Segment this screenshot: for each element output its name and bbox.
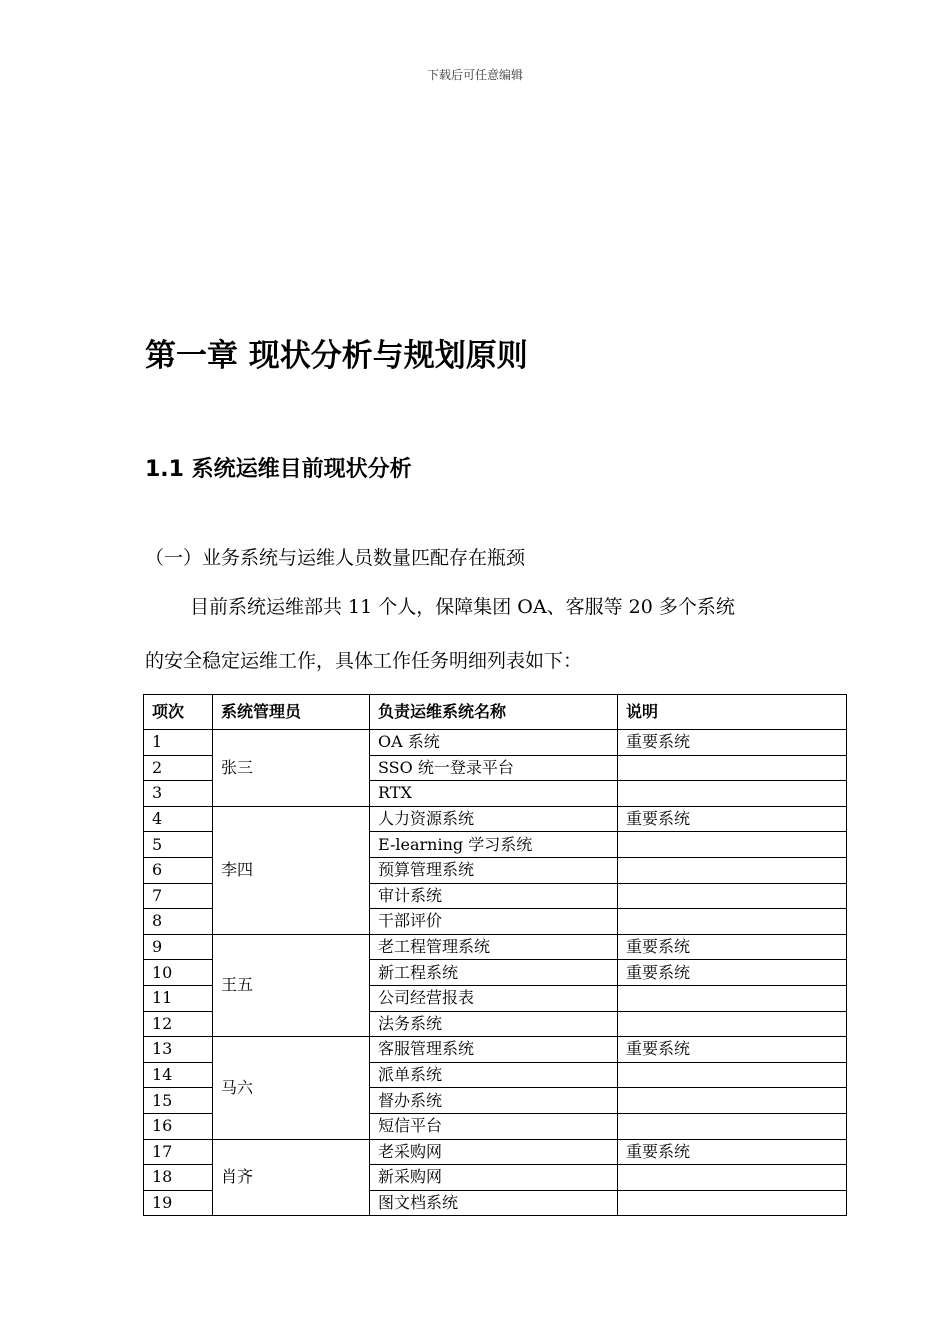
cell-note: 重要系统 [618, 1037, 847, 1063]
subsection-title: （一）业务系统与运维人员数量匹配存在瓶颈 [145, 547, 526, 569]
section-title: 1.1 系统运维目前现状分析 [145, 457, 412, 482]
cell-system-name: 图文档系统 [370, 1190, 618, 1216]
cell-item-no: 5 [144, 832, 213, 858]
cell-note [618, 985, 847, 1011]
header-cell-note: 说明 [618, 695, 847, 730]
cell-system-admin: 李四 [213, 806, 370, 934]
paragraph-line-1: 目前系统运维部共 11 个人，保障集团 OA、客服等 20 多个系统 [190, 596, 735, 618]
cell-item-no: 7 [144, 883, 213, 909]
cell-item-no: 6 [144, 857, 213, 883]
cell-system-name: RTX [370, 781, 618, 807]
cell-item-no: 16 [144, 1113, 213, 1139]
cell-item-no: 11 [144, 985, 213, 1011]
cell-note: 重要系统 [618, 1139, 847, 1165]
cell-item-no: 4 [144, 806, 213, 832]
table-row [144, 934, 847, 960]
cell-system-name: 新采购网 [370, 1165, 618, 1191]
cell-system-name: 客服管理系统 [370, 1037, 618, 1063]
cell-item-no: 14 [144, 1062, 213, 1088]
cell-note [618, 1113, 847, 1139]
cell-system-name: 审计系统 [370, 883, 618, 909]
cell-item-no: 10 [144, 960, 213, 986]
header-cell-admin: 系统管理员 [213, 695, 370, 730]
table-body [144, 730, 847, 1216]
page-header-note: 下载后可任意编辑 [426, 68, 523, 82]
cell-item-no: 17 [144, 1139, 213, 1165]
cell-item-no: 12 [144, 1011, 213, 1037]
cell-note [618, 1062, 847, 1088]
cell-system-name: 干部评价 [370, 909, 618, 935]
cell-system-name: E-learning 学习系统 [370, 832, 618, 858]
cell-note [618, 1165, 847, 1191]
cell-item-no: 8 [144, 909, 213, 935]
cell-system-admin: 张三 [213, 730, 370, 807]
header-cell-system: 负责运维系统名称 [370, 695, 618, 730]
table-row [144, 1139, 847, 1165]
cell-note [618, 781, 847, 807]
paragraph-line-2: 的安全稳定运维工作，具体工作任务明细列表如下： [145, 650, 583, 672]
cell-item-no: 9 [144, 934, 213, 960]
cell-system-name: OA 系统 [370, 730, 618, 756]
cell-system-name: SSO 统一登录平台 [370, 755, 618, 781]
cell-note [618, 832, 847, 858]
cell-note [618, 883, 847, 909]
cell-note [618, 1011, 847, 1037]
table-row [144, 806, 847, 832]
cell-system-admin: 王五 [213, 934, 370, 1036]
cell-note [618, 909, 847, 935]
cell-item-no: 3 [144, 781, 213, 807]
table-row [144, 1037, 847, 1063]
cell-note [618, 1190, 847, 1216]
cell-system-name: 派单系统 [370, 1062, 618, 1088]
cell-item-no: 1 [144, 730, 213, 756]
cell-note [618, 755, 847, 781]
cell-system-name: 预算管理系统 [370, 857, 618, 883]
table-row [144, 730, 847, 756]
cell-system-name: 老工程管理系统 [370, 934, 618, 960]
cell-system-name: 新工程系统 [370, 960, 618, 986]
task-table [143, 694, 847, 1216]
cell-item-no: 13 [144, 1037, 213, 1063]
cell-note: 重要系统 [618, 934, 847, 960]
cell-note [618, 1088, 847, 1114]
cell-note: 重要系统 [618, 730, 847, 756]
cell-system-admin: 肖齐 [213, 1139, 370, 1216]
cell-item-no: 18 [144, 1165, 213, 1191]
cell-system-name: 督办系统 [370, 1088, 618, 1114]
cell-system-name: 法务系统 [370, 1011, 618, 1037]
table-header-row [144, 695, 847, 730]
cell-system-name: 人力资源系统 [370, 806, 618, 832]
cell-note: 重要系统 [618, 806, 847, 832]
chapter-title: 第一章 现状分析与规划原则 [145, 338, 528, 374]
cell-item-no: 19 [144, 1190, 213, 1216]
cell-system-name: 公司经营报表 [370, 985, 618, 1011]
header-cell-no: 项次 [144, 695, 213, 730]
cell-item-no: 2 [144, 755, 213, 781]
cell-system-name: 老采购网 [370, 1139, 618, 1165]
cell-note [618, 857, 847, 883]
cell-system-admin: 马六 [213, 1037, 370, 1139]
cell-note: 重要系统 [618, 960, 847, 986]
cell-system-name: 短信平台 [370, 1113, 618, 1139]
cell-item-no: 15 [144, 1088, 213, 1114]
